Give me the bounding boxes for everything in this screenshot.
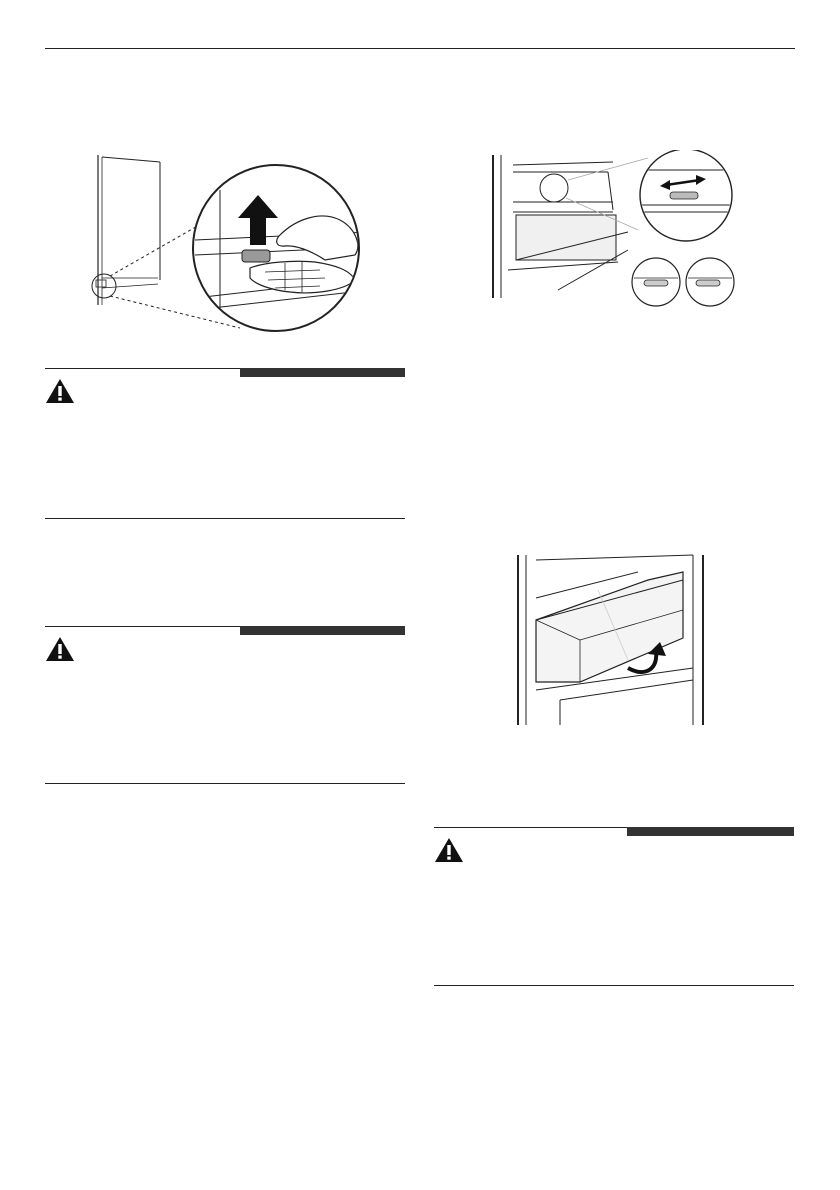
- page-top-rule: [45, 48, 795, 49]
- figure-drawer-removal-drawing: [498, 550, 713, 728]
- caution-block-2: [45, 626, 405, 786]
- caution-bottom-rule: [434, 985, 794, 986]
- caution-block-1: [45, 368, 405, 520]
- warning-triangle-icon: [434, 837, 464, 863]
- warning-triangle-icon: [45, 636, 75, 662]
- caution-bottom-rule: [45, 783, 405, 784]
- figure-shelf-adjust-drawing: [488, 150, 743, 310]
- caution-header-bar: [240, 626, 405, 635]
- caution-header-bar: [240, 368, 405, 377]
- figure-drawer-removal: [498, 550, 713, 728]
- figure-shelf-release-drawing: [80, 150, 370, 335]
- caution-block-3: [434, 827, 794, 987]
- caution-bottom-rule: [45, 518, 405, 519]
- caution-header-bar: [627, 827, 794, 836]
- warning-triangle-icon: [45, 378, 75, 404]
- figure-shelf-adjust: [488, 150, 743, 310]
- figure-shelf-release: [80, 150, 370, 335]
